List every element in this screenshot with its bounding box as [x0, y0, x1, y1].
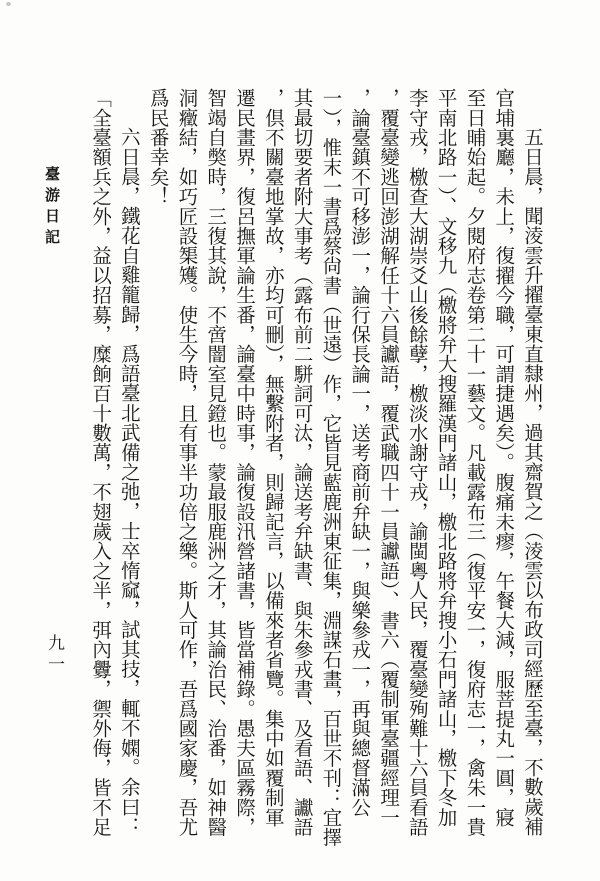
text-column-2: 官埔裏廳，未上，復擢今職，可謂捷遇矣）。腹痛未瘳，午餐大減，服菩提丸一圓，寢 [492, 88, 516, 827]
text-column-14: 爲民番幸矣！ [146, 88, 170, 207]
text-column-3: 至日晡始起。夕閱府志卷第二十一藝文。凡載露布三（復平安一，復府志一，禽朱一貴 [463, 88, 487, 837]
text-column-13: 洞癥結，如巧匠設榘矱。使生今時，且有事半功倍之樂。斯人可作，吾爲國家慶，吾尤 [175, 88, 199, 837]
text-column-9: 其最切要者附大事考（露布前二駢詞可汰，論送考弁缺書、與朱參戎書、及看語、讞語 [290, 88, 314, 837]
scan-speck [212, 566, 215, 568]
text-column-5: 李守戎，檄查大湖崇爻山後餘孽，檄淡水謝守戎，諭閩粵人民，覆臺變殉難十六員看語 [405, 88, 429, 837]
text-column-6: ，覆臺變逃回澎湖解任十六員讞語，覆武職四十一員讞語）、書六（覆制軍臺疆經理一 [377, 88, 401, 827]
text-column-8: 一），惟末一書爲蔡尙書（世遠）作，它皆見藍鹿洲東征集，淵謀石畫，百世不刊：宜擇 [319, 88, 343, 847]
spine-title: 臺游日記 [43, 166, 61, 250]
text-column-15: 六日晨，鐵花自雞籠歸，爲語臺北武備之弛，士卒惰窳，試其技，輒不嫻。余曰： [117, 127, 141, 837]
text-column-1: 五日晨，聞淩雲升擢臺東直隸州，過其齋賀之（淩雲以布政司經歷至臺，不數歲補 [521, 127, 544, 837]
text-column-16: 「全臺額兵之外，益以招募，糜餉百十數萬，不翅歲入之半，弭內釁，禦外侮，皆不足 [89, 88, 113, 837]
text-column-7: ，論臺鎮不可移澎一，論行保長論一，送考商前弁缺一，與樂參戎一，再與總督滿公 [348, 88, 372, 817]
text-block [85, 88, 546, 848]
scan-speck [6, 2, 11, 6]
text-column-10: ，倶不關臺地掌故，亦均可刪），無繫附者，則歸記言，以備來者省覽。集中如覆制軍 [261, 88, 285, 827]
page-number: 九一 [44, 634, 64, 676]
scan-speck [361, 475, 364, 478]
text-column-11: 遷民畫界，復呂撫軍論生番，論臺中時事，論復設汛營諸書，皆當補錄。愚夫區霧際， [233, 88, 257, 837]
text-column-4: 平南北路一）、文移九（檄將弁大搜羅漢門諸山，檄北路將弁搜小石門諸山，檄下冬加 [434, 88, 458, 827]
text-column-12: 智竭自獘時，三復其說，不啻闇室見鐙也。蒙最服鹿洲之才，其論治民、治番，如神醫 [204, 88, 228, 837]
